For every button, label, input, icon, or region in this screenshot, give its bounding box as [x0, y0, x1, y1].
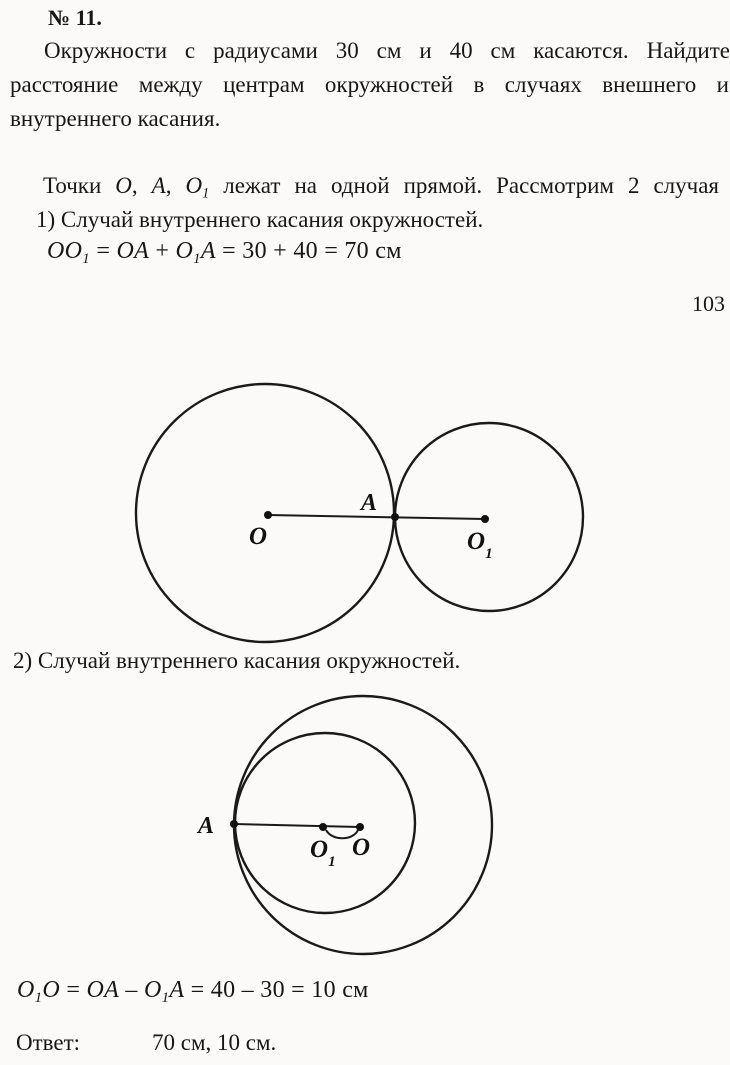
answer-label: Ответ:: [16, 1030, 81, 1055]
case-2-formula: $O_1O$ = OA – $O_1A = 40 - 30 = 10$ см: [17, 977, 369, 1006]
answer-value: 70 см, 10 см.: [152, 1030, 277, 1055]
diagram-internal-tangency: [150, 682, 570, 974]
label-A: A: [361, 490, 378, 516]
case-1-heading: 1) Случай внутреннего касания окружностей.: [36, 207, 484, 232]
page-number: 103: [692, 291, 725, 316]
problem-text-line-1: Окружности с радиусами 30 см и 40 см касаются. Найдите: [44, 38, 730, 63]
inner-circle: [235, 733, 415, 913]
label-O1: $O_1$: [467, 528, 493, 562]
center-dot-O1: [319, 823, 327, 831]
tangent-dot-A: [391, 513, 399, 521]
problem-text-line-3: внутреннего касания.: [10, 106, 221, 131]
label-O1: $O_1$: [310, 836, 336, 870]
diagram-external-tangency: [100, 372, 600, 648]
label-A: A: [198, 813, 215, 839]
solution-intro: Точки O, A, $O_1$ лежат на одной прямой. Рассмотрим 2 случая: [43, 173, 720, 202]
problem-number: № 11.: [48, 5, 102, 30]
case-2-heading: 2) Случай внутреннего касания окружностей.: [13, 648, 461, 673]
radius-line: [234, 824, 360, 827]
center-dot-O1: [481, 515, 489, 523]
label-O: O: [352, 834, 371, 861]
case-1-formula: $OO_1$ = OA + $O_1A = 30 + 40 = 70$ см: [47, 238, 402, 267]
center-dot-O: [264, 511, 272, 519]
tangent-dot-A: [230, 820, 238, 828]
label-O: O: [249, 523, 268, 550]
center-dot-O: [356, 823, 364, 831]
problem-text-line-2: расстояние между центрам окружностей в случаях внешнего и: [10, 72, 729, 97]
